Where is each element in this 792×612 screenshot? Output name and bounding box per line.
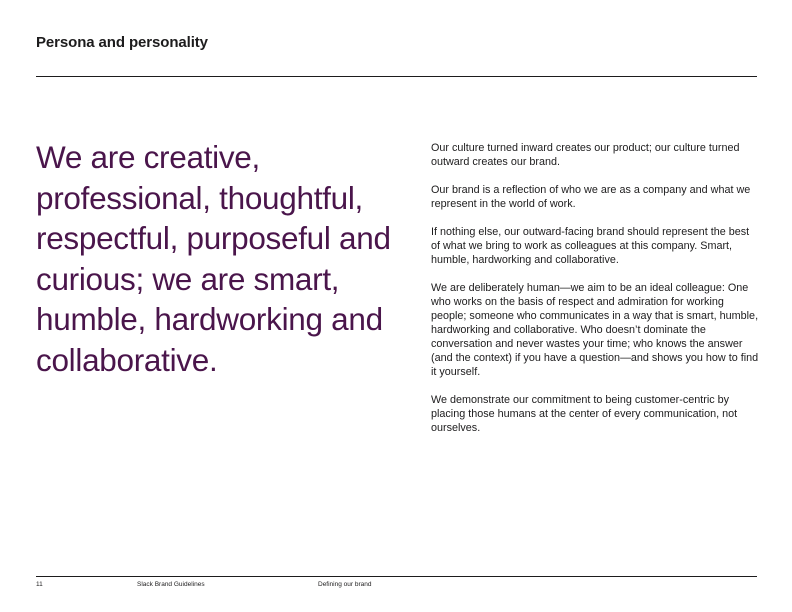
header-divider <box>36 76 757 77</box>
footer-page-number: 11 <box>36 581 43 588</box>
body-paragraph: Our brand is a reflection of who we are as a company and what we represent in the world of work. <box>431 184 751 210</box>
footer-divider <box>36 576 757 577</box>
body-paragraph: If nothing else, our outward-facing brand should represent the best of what we bring to work as colleagues at this company. Smart, humble, hardworking and collaborative. <box>431 226 750 266</box>
footer-section-title: Defining our brand <box>318 581 372 588</box>
body-paragraph: We demonstrate our commitment to being customer-centric by placing those humans at the center of every communication, not ourselves. <box>431 394 738 434</box>
footer-document-title: Slack Brand Guidelines <box>137 581 205 588</box>
body-text-column <box>431 141 761 449</box>
body-paragraph: Our culture turned inward creates our product; our culture turned outward creates our brand. <box>431 142 740 168</box>
headline-statement: We are creative, professional, thoughtful, respectful, purposeful and curious; we are smart, humble, hardworking and collaborative. <box>36 139 391 378</box>
body-paragraph: We are deliberately human—we aim to be an ideal colleague: One who works on the basis of respect and admiration for working people; someone who communicates in a way that is smart, humble, hardworking and collaborative. Who doesn’t dominate the conversation and never wastes your time; who knows the answer (and the context) if you have a question—and shows you how to find it yourself. <box>431 282 759 378</box>
page-title: Persona and personality <box>36 34 208 51</box>
